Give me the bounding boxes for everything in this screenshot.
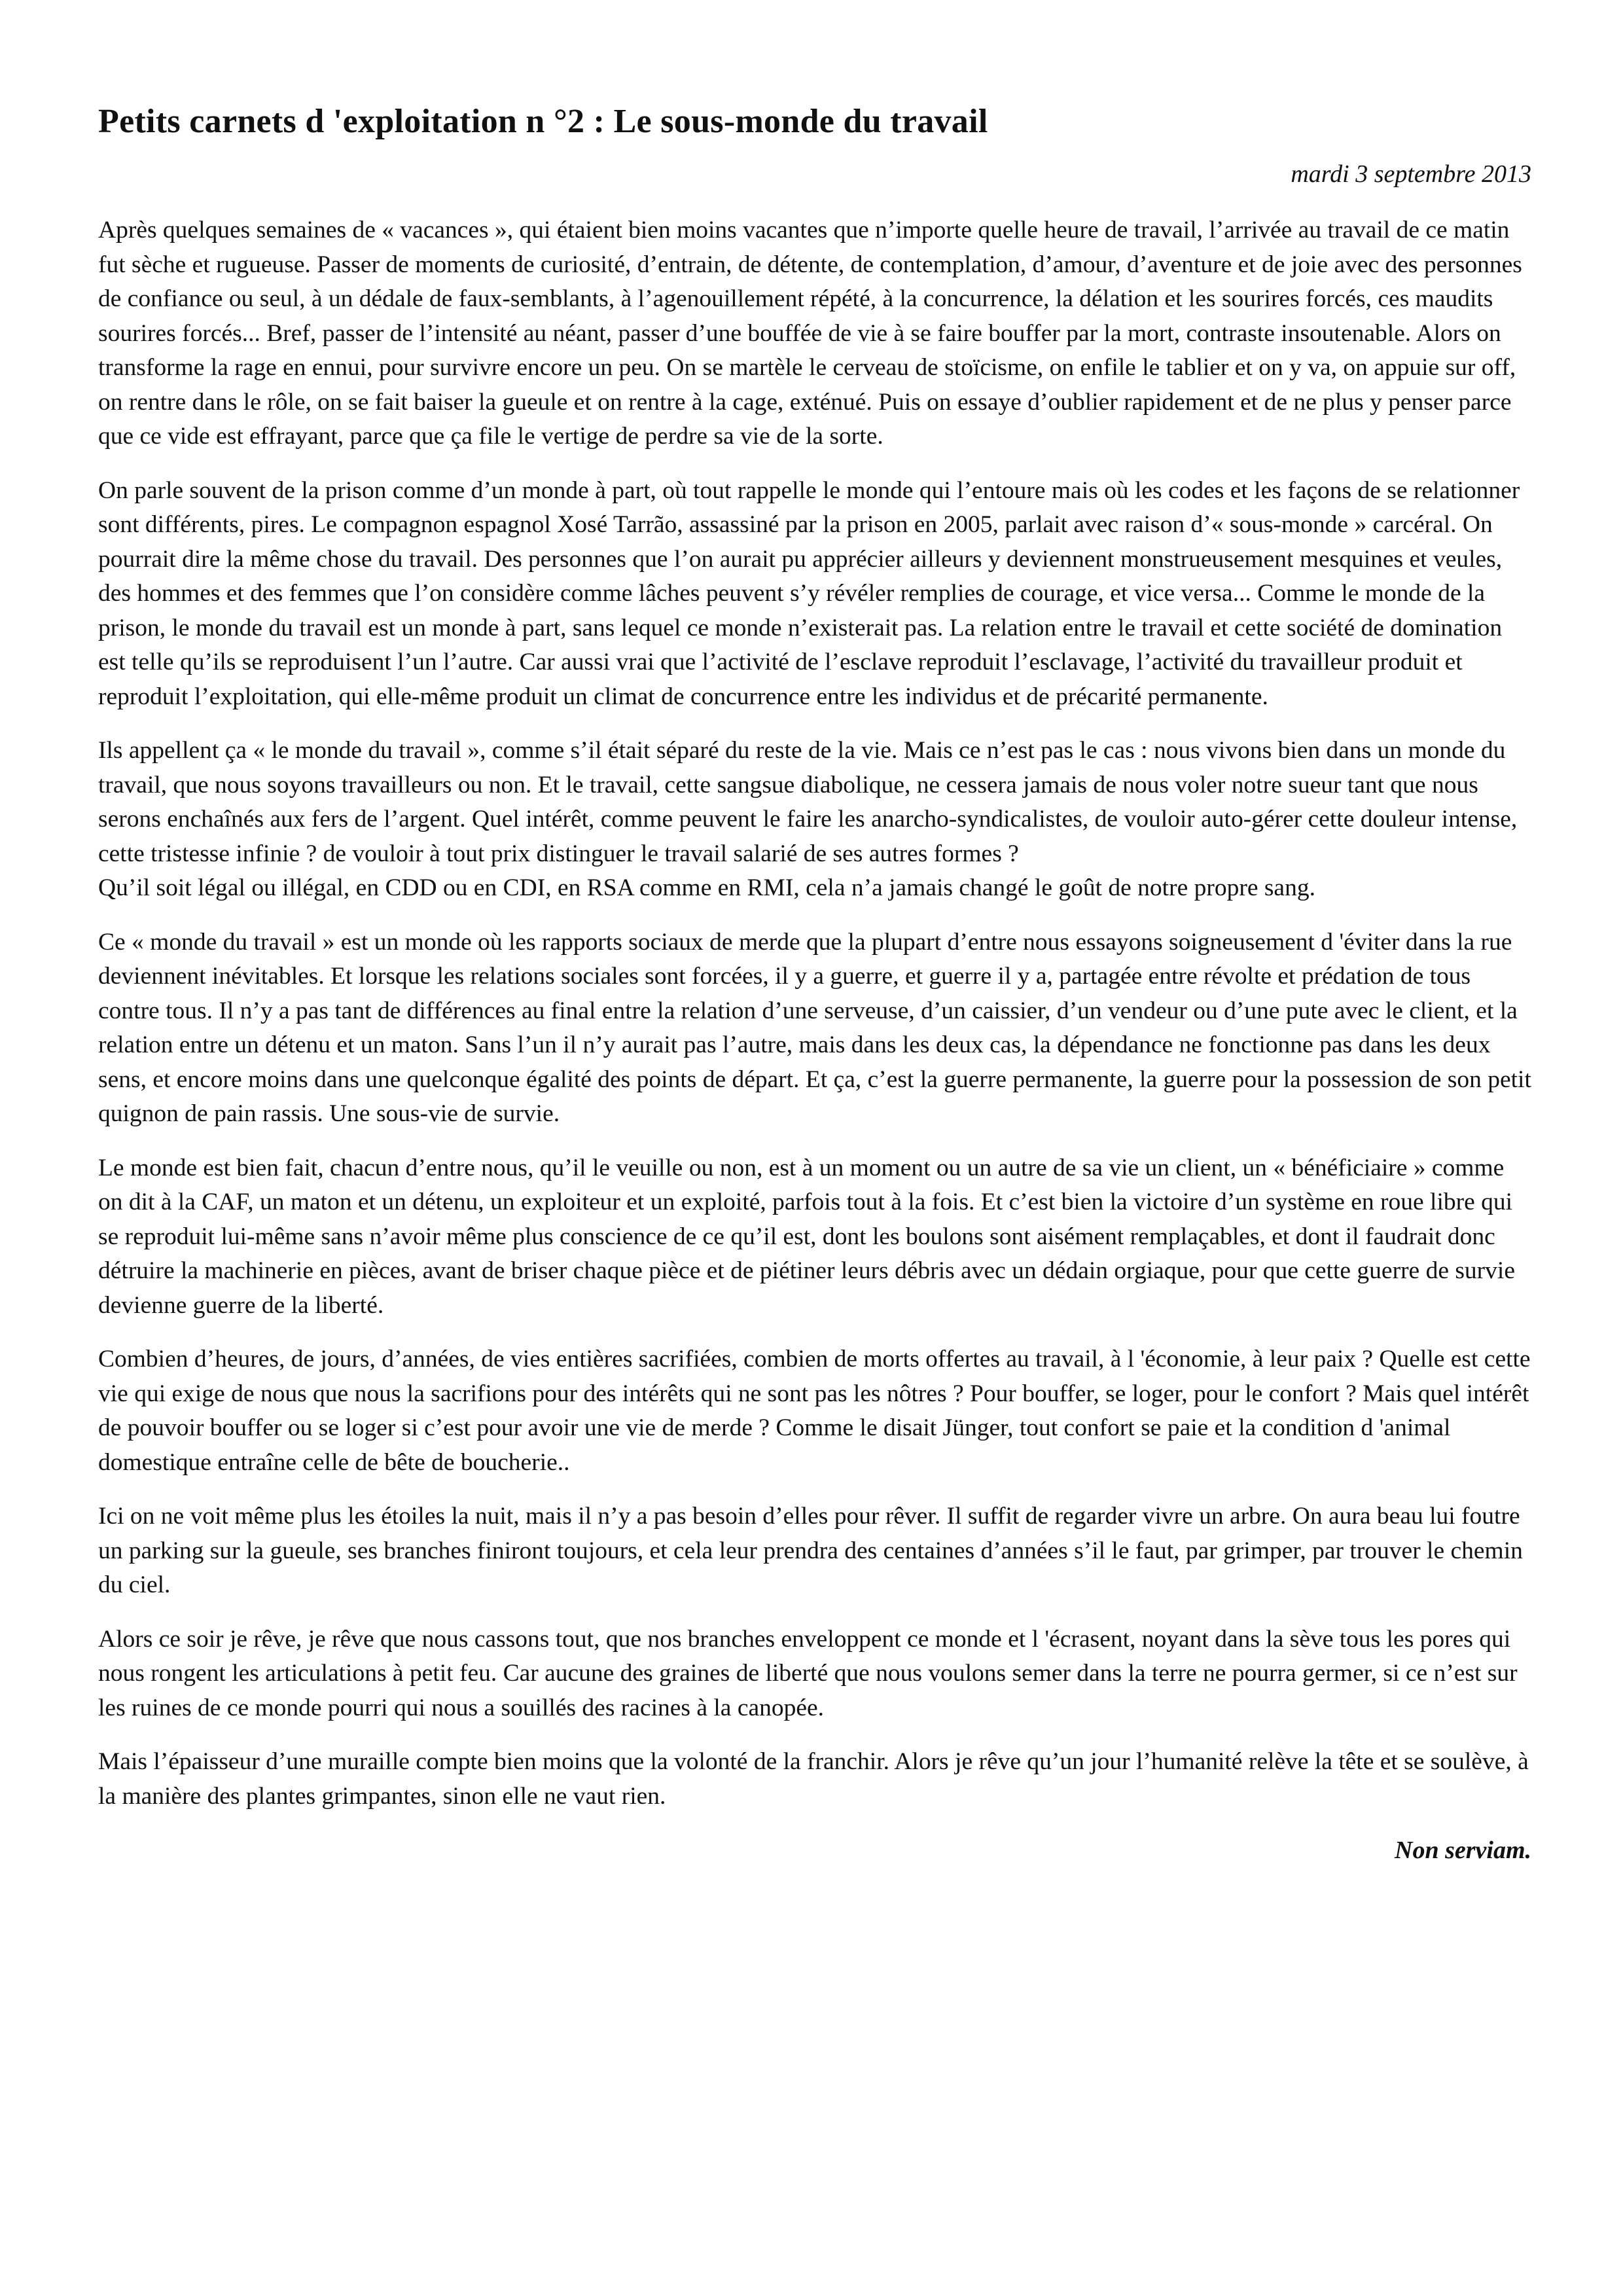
signature: Non serviam. [1395,1837,1531,1864]
paragraph-2: On parle souvent de la prison comme d’un monde à part, où tout rappelle le monde qui l’entoure mais où les codes et les façons de se relationner sont différents, pires. Le compagnon espagnol Xosé Tarrão, assassiné par la prison en 2005, parlait avec raison d’« sous-monde » carcéral. On pourrait dire la même chose du travail. Des personnes que l’on aurait pu apprécier ailleurs y deviennent monstrueusement mesquines et veules, des hommes et des femmes que l’on considère comme lâches peuvent s’y révéler remplies de courage, et vice versa... Comme le monde de la prison, le monde du travail est un monde à part, sans lequel ce monde n’existerait pas. La relation entre le travail et cette société de domination est telle qu’ils se reproduisent l’un l’autre. Car aussi vrai que l’activité de l’esclave reproduit l’esclavage, l’activité du travailleur produit et reproduit l’exploitation, qui elle-même produit un climat de concurrence entre les individus et de précarité permanente. [98,476,1520,710]
paragraph-7: Ici on ne voit même plus les étoiles la nuit, mais il n’y a pas besoin d’elles pour rêver. Il suffit de regarder vivre un arbre. On aura beau lui foutre un parking sur la gueule, ses branches finiront toujours, et cela leur prendra des centaines d’années s’il le faut, par grimper, par trouver le chemin du ciel. [98,1503,1523,1598]
paragraph-3: Ils appellent ça « le monde du travail », comme s’il était séparé du reste de la vie. Mais ce n’est pas le cas : nous vivons bien dans un monde du travail, que nous soyons travailleurs ou non. Et le travail, cette sangsue diabolique, ne cessera jamais de nous voler notre sueur tant que nous serons enchaînés aux fers de l’argent. Quel intérêt, comme peuvent le faire les anarcho-syndicalistes, de vouloir auto-gérer cette douleur intense, cette tristesse infinie ? de vouloir à tout prix distinguer le travail salarié de ses autres formes ? Qu’il soit légal ou illégal, en CDD ou en CDI, en RSA comme en RMI, cela n’a jamais changé le goût de notre propre sang. [98,737,1518,901]
paragraph-1: Après quelques semaines de « vacances », qui étaient bien moins vacantes que n’importe quelle heure de travail, l’arrivée au travail de ce matin fut sèche et rugueuse. Passer de moments de curiosité, d’entrain, de détente, de contemplation, d’amour, d’aventure et de joie avec des personnes de confiance ou seul, à un dédale de faux-semblants, à l’agenouillement répété, à la concurrence, la délation et les sourires forcés, ces maudits sourires forcés... Bref, passer de l’intensité au néant, passer d’une bouffée de vie à se faire bouffer par la mort, contraste insoutenable. Alors on transforme la rage en ennui, pour survivre encore un peu. On se martèle le cerveau de stoïcisme, on enfile le tablier et on y va, on appuie sur off, on rentre dans le rôle, on se fait baiser la gueule et on rentre à la cage, exténué. Puis on essaye d’oublier rapidement et de ne plus y penser parce que ce vide est effrayant, parce que ça file le vertige de perdre sa vie de la sorte. [98,217,1522,450]
paragraph-6: Combien d’heures, de jours, d’années, de vies entières sacrifiées, combien de morts offertes au travail, à l 'économie, à leur paix ? Quelle est cette vie qui exige de nous que nous la sacrifions pour des intérêts qui ne sont pas les nôtres ? Pour bouffer, se loger, pour le confort ? Mais quel intérêt de pouvoir bouffer ou se loger si c’est pour avoir une vie de merde ? Comme le disait Jünger, tout confort se paie et la condition d 'animal domestique entraîne celle de bête de boucherie.. [98,1346,1531,1476]
publication-date: mardi 3 septembre 2013 [1291,160,1531,188]
paragraph-5: Le monde est bien fait, chacun d’entre nous, qu’il le veuille ou non, est à un moment ou un autre de sa vie un client, un « bénéficiaire » comme on dit à la CAF, un maton et un détenu, un exploiteur et un exploité, parfois tout à la fois. Et c’est bien la victoire d’un système en roue libre qui se reproduit lui-même sans n’avoir même plus conscience de ce qu’il est, dont les boulons sont aisément remplaçables, et dont il faudrait donc détruire la machinerie en pièces, avant de briser chaque pièce et de piétiner leurs débris avec un dédain orgiaque, pour que cette guerre de survie devienne guerre de la liberté. [98,1154,1515,1319]
document-page [98,98,1531,2258]
paragraph-9: Mais l’épaisseur d’une muraille compte bien moins que la volonté de la franchir. Alors je rêve qu’un jour l’humanité relève la tête et se soulève, à la manière des plantes grimpantes, sinon elle ne vaut rien. [98,1748,1529,1810]
page-title: Petits carnets d 'exploitation n °2 : Le sous-monde du travail [98,103,988,140]
paragraph-4: Ce « monde du travail » est un monde où les rapports sociaux de merde que la plupart d’entre nous essayons soigneusement d 'éviter dans la rue deviennent inévitables. Et lorsque les relations sociales sont forcées, il y a guerre, et guerre il y a, partagée entre révolte et prédation de tous contre tous. Il n’y a pas tant de différences au final entre la relation d’une serveuse, d’un caissier, d’un vendeur ou d’une pute avec le client, et la relation entre un détenu et un maton. Sans l’un il n’y aurait pas l’autre, mais dans les deux cas, la dépendance ne fonctionne pas dans les deux sens, et encore moins dans une quelconque égalité des points de départ. Et ça, c’est la guerre permanente, la guerre pour la possession de son petit quignon de pain rassis. Une sous-vie de survie. [98,928,1531,1127]
paragraph-8: Alors ce soir je rêve, je rêve que nous cassons tout, que nos branches enveloppent ce monde et l 'écrasent, noyant dans la sève tous les pores qui nous rongent les articulations à petit feu. Car aucune des graines de liberté que nous voulons semer dans la terre ne pourra germer, si ce n’est sur les ruines de ce monde pourri qui nous a souillés des racines à la canopée. [98,1625,1518,1721]
